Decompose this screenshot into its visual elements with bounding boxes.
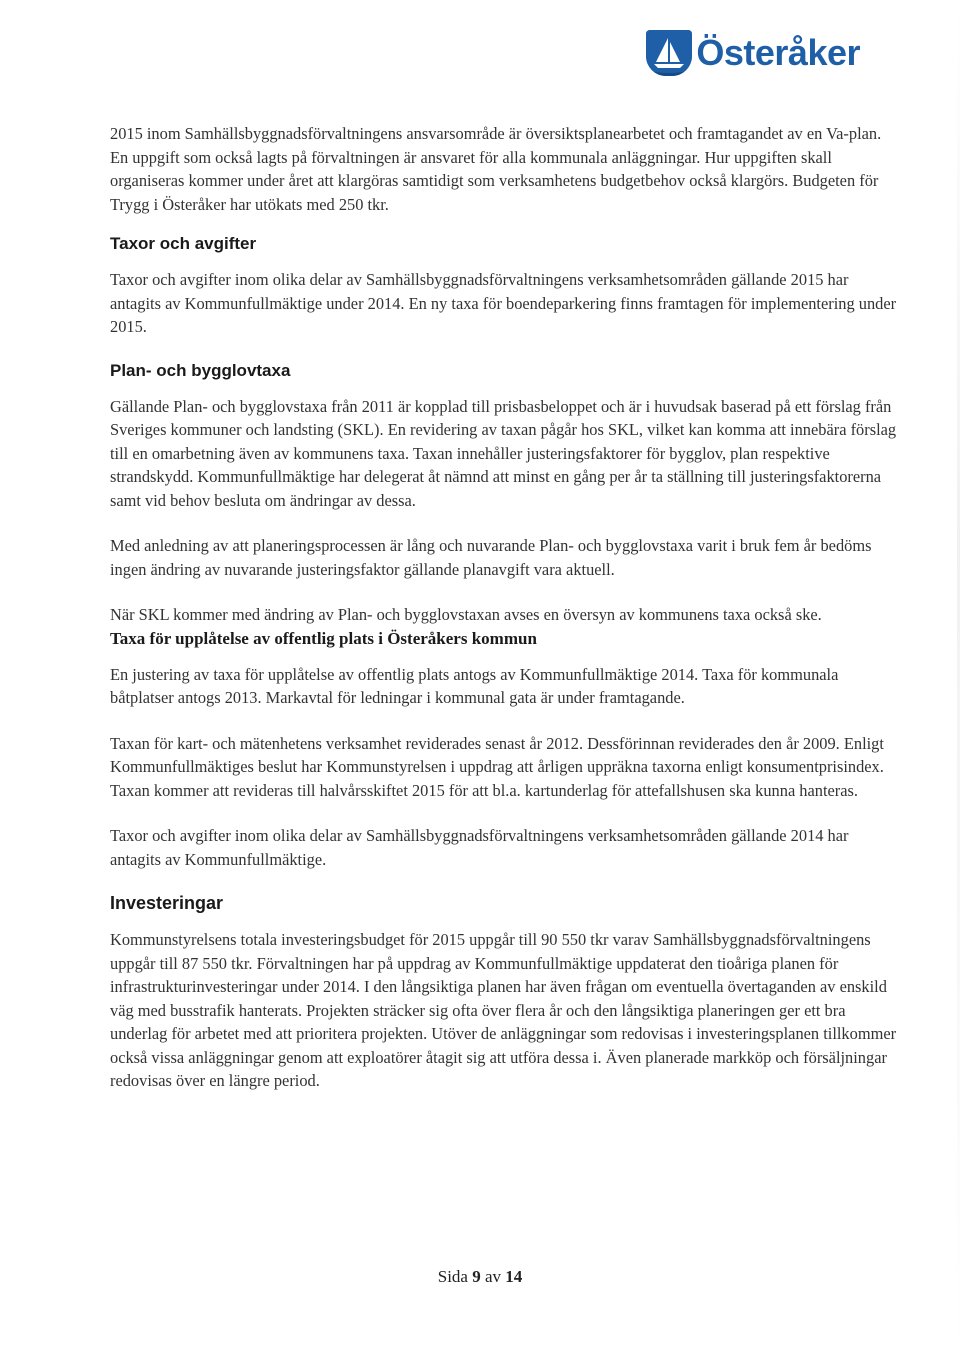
bygglovtaxa-paragraph-1: Gällande Plan- och bygglovstaxa från 2011 är kopplad till prisbasbeloppet och är i huvudsak baserad på ett förslag från Sveriges kommuner och landsting (SKL). En revidering av taxan pågår hos SKL, vilket kan komma att innebära förslag till en omarbetning även av kommunens taxa. Taxan innehåller justeringsfaktorer för bygglov, plan respektive strandskydd. Kommunfullmäktige har delegerat åt nämnd att minst en gång per år ta ställning till justeringsfaktorerna samt vid behov besluta om ändringar av dessa. <box>110 396 897 510</box>
kart-matenhet-paragraph: Taxan för kart- och mätenhetens verksamhet reviderades senast år 2012. Dessförinnan reviderades den år 2009. Enligt Kommunfullmäktiges beslut har Kommunstyrelsen i uppdrag att årligen uppräkna taxorna enligt konsumentprisindex. Taxan kommer att revideras till halvårsskiftet 2015 för att bl.a. kartunderlag för attefallshusen ska kunna hanteras. <box>110 733 884 800</box>
logo-text: Österåker <box>696 32 860 73</box>
osteraker-logo <box>646 30 860 76</box>
offentlig-plats-paragraph: En justering av taxa för upplåtelse av offentlig plats antogs av Kommunfullmäktige 2014. Taxa för kommunala båtplatser antogs 2013. Markavtal för ledningar i kommunal gata är under framtagande. <box>110 664 839 707</box>
heading-taxor-och-avgifter: Taxor och avgifter <box>110 234 257 253</box>
taxor-paragraph: Taxor och avgifter inom olika delar av Samhällsbyggnadsförvaltningens verksamhetsområden gällande 2015 har antagits av Kommunfullmäktige under 2014. En ny taxa för boendeparkering finns framtagen för implementering under 2015. <box>110 270 897 336</box>
bygglovtaxa-paragraph-2: Med anledning av att planeringsprocessen är lång och nuvarande Plan- och bygglovstaxa varit i bruk fem år bedöms ingen ändring av nuvarande justeringsfaktor gällande planavgift vara aktuell. <box>110 536 872 579</box>
heading-investeringar: Investeringar <box>110 893 224 913</box>
heading-taxa-offentlig-plats: Taxa för upplåtelse av offentlig plats i Österåkers kommun <box>110 628 537 648</box>
heading-plan-och-bygglovtaxa: Plan- och bygglovtaxa <box>110 360 291 380</box>
taxor-2014-paragraph: Taxor och avgifter inom olika delar av Samhällsbyggnadsförvaltningens verksamhetsområden gällande 2014 har antagits av Kommunfullmäktige. <box>110 826 849 869</box>
page-number: Sida 9 av 14 <box>437 1267 523 1286</box>
investeringar-paragraph: Kommunstyrelsens totala investeringsbudget för 2015 uppgår till 90 550 tkr varav Samhällsbyggnadsförvaltningens uppgår till 87 550 tkr. Förvaltningen har på uppdrag av Kommunfullmäktige uppdaterat den tioåriga planen för infrastrukturinvesteringar under 2014. I den långsiktiga planen har även frågan om eventuella övertaganden av enskild väg med busstrafik hanterats. Projekten sträcker sig ofta över flera år och den långsiktiga planeringen ger ett bra underlag för arbetet med att prioritera projekten. Utöver de anläggningar som redovisas i investeringsplanen tillkommer också vissa anläggningar genom att exploatörer åtagit sig att utföra dessa i. Även planerade markköp och försäljningar redovisas över en längre period. <box>110 930 897 1090</box>
bygglovtaxa-paragraph-3: När SKL kommer med ändring av Plan- och bygglovstaxan avses en översyn av kommunens taxa också ske. <box>110 605 822 624</box>
sailboat-crest-icon <box>646 30 692 76</box>
intro-paragraph: 2015 inom Samhällsbyggnadsförvaltningens ansvarsområde är översiktsplanearbetet och framtagandet av en Va-plan. En uppgift som också lagts på förvaltningen är ansvaret för alla kommunala anläggningar. Hur uppgiften skall organiseras kommer under året att klargöras samtidigt som verksamhetens budgetbehov också klargörs. Budgeten för Trygg i Österåker har utökats med 250 tkr. <box>110 124 882 214</box>
document-body <box>110 122 900 1093</box>
